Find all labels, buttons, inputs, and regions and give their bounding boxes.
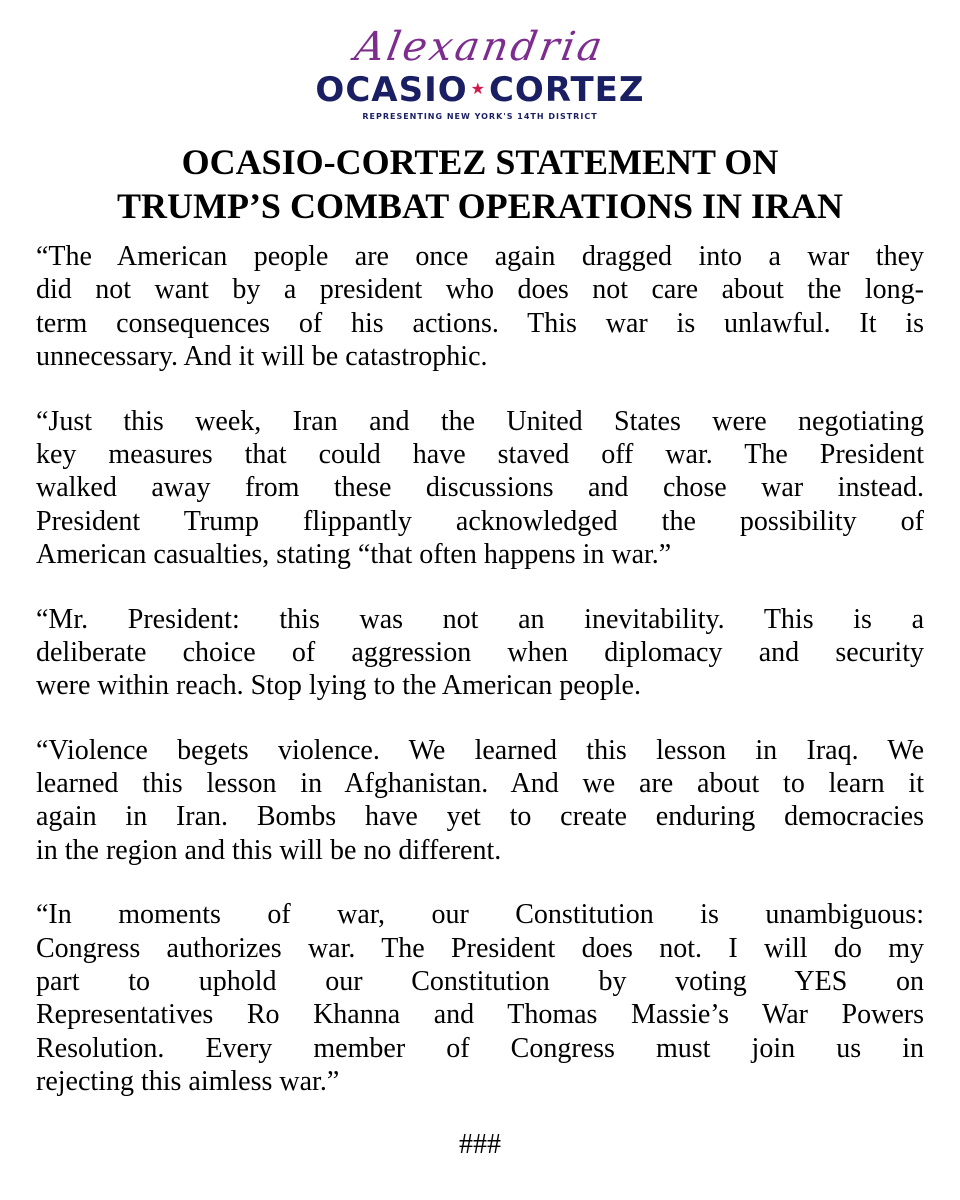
paragraph-line: again in Iran. Bombs have yet to create enduring democracies (36, 801, 924, 833)
paragraph-line: term consequences of his actions. This war is unlawful. It is (36, 307, 924, 339)
end-mark: ### (459, 1129, 501, 1160)
paragraph-line: were within reach. Stop lying to the American people. (36, 670, 641, 702)
logo (0, 18, 960, 126)
paragraph-line: unnecessary. And it will be catastrophic. (36, 341, 488, 373)
paragraph-line: key measures that could have staved off war. The President (36, 438, 924, 470)
logo-name-left: OCASIO (315, 70, 468, 110)
paragraph-line: “The American people are once again dragged into a war they (36, 241, 924, 272)
paragraph-line: deliberate choice of aggression when diplomacy and security (36, 636, 924, 668)
statement-body (36, 240, 924, 1099)
statement-title (0, 140, 960, 228)
paragraph-line: did not want by a president who does not care about the long- (36, 274, 924, 306)
logo-wordmark (0, 70, 960, 112)
paragraph-line: “Violence begets violence. We learned this lesson in Iraq. We (36, 734, 924, 766)
paragraph (36, 734, 924, 868)
logo-script-name: Alexandria (351, 24, 609, 70)
title-line-1: OCASIO-CORTEZ STATEMENT ON (181, 142, 779, 182)
paragraph-line: part to uphold our Constitution by voting YES on (36, 966, 924, 998)
logo-name-right: CORTEZ (488, 70, 645, 110)
star-icon: ★ (470, 78, 486, 98)
title-line-2: TRUMP’S COMBAT OPERATIONS IN IRAN (116, 186, 844, 226)
paragraph-line: President Trump flippantly acknowledged the possibility of (36, 505, 924, 537)
paragraph (36, 240, 924, 374)
paragraph-line: learned this lesson in Afghanistan. And we are about to learn it (36, 768, 924, 800)
paragraph-line: walked away from these discussions and chose war instead. (36, 472, 924, 504)
paragraph-line: Resolution. Every member of Congress must join us in (36, 1032, 924, 1064)
paragraph (36, 405, 924, 572)
paragraph (36, 603, 924, 703)
paragraph-line: Representatives Ro Khanna and Thomas Massie’s War Powers (36, 999, 924, 1031)
paragraph-line: American casualties, stating “that often happens in war.” (36, 539, 672, 571)
paragraph-line: “In moments of war, our Constitution is unambiguous: (36, 899, 924, 931)
paragraph-line: “Just this week, Iran and the United States were negotiating (36, 405, 924, 437)
paragraph-line: rejecting this aimless war.” (36, 1066, 340, 1098)
paragraph-line: Congress authorizes war. The President does not. I will do my (36, 932, 924, 964)
paragraph (36, 898, 924, 1098)
paragraph-line: in the region and this will be no different. (36, 834, 502, 866)
logo-tagline: REPRESENTING NEW YORK'S 14TH DISTRICT (362, 112, 598, 121)
paragraph-line: “Mr. President: this was not an inevitability. This is a (36, 603, 924, 635)
